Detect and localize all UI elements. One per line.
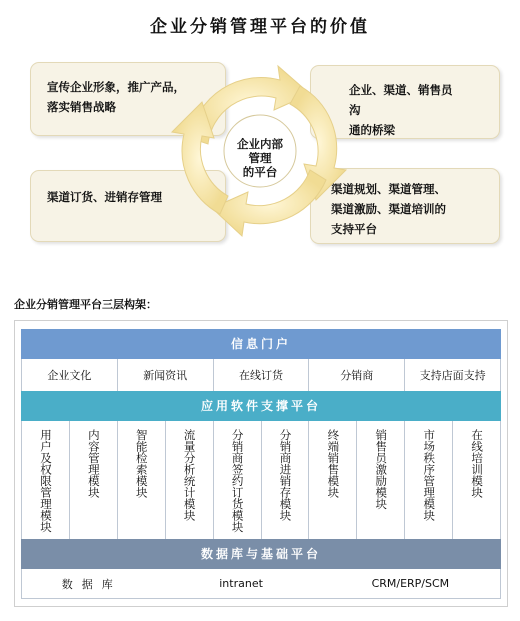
value-text-line: 落实销售战略 [47, 100, 116, 114]
app-module [405, 421, 453, 539]
portal-layer-row [21, 359, 501, 391]
portal-item: 企业文化 [22, 359, 118, 391]
app-module [70, 421, 118, 539]
app-module [357, 421, 405, 539]
value-text-line: 宣传企业形象，推广产品， [47, 80, 185, 94]
app-module [166, 421, 214, 539]
page-title: 企业分销管理平台的价值 [150, 17, 370, 37]
center-line: 企业内部 [237, 137, 283, 151]
value-text-line: 渠道规划、渠道管理、 [331, 182, 446, 196]
center-line: 的平台 [242, 165, 278, 179]
db-item: CRM/ERP/SCM [371, 577, 450, 590]
app-module [453, 421, 500, 539]
app-module [118, 421, 166, 539]
portal-layer-title: 信息门户 [21, 329, 501, 359]
app-module-label: 在线培训模块 [470, 429, 485, 498]
app-module-label: 内容管理模块 [86, 429, 101, 498]
app-module-label: 市场秩序管理模块 [422, 429, 437, 521]
value-text-line: 支持平台 [331, 222, 377, 236]
portal-item: 分销商 [309, 359, 405, 391]
app-module [214, 421, 262, 539]
app-layer-title: 应用软件支撑平台 [21, 391, 501, 421]
db-item: intranet [219, 577, 263, 590]
app-module-label: 分销商进销存模块 [278, 429, 293, 521]
app-module-label: 销售员激励模块 [374, 429, 389, 510]
portal-item: 支持店面支持 [419, 369, 486, 382]
value-text-line: 企业、渠道、销售员沟 [349, 83, 453, 117]
db-item: 数据库 [61, 577, 122, 591]
app-module [309, 421, 357, 539]
app-module-label: 智能检索模块 [134, 429, 149, 498]
app-module [22, 421, 70, 539]
cycle-center-label [228, 137, 292, 179]
cycle-arrow-left [172, 102, 228, 214]
app-module-label: 分销商签约订货模块 [230, 429, 245, 533]
center-line: 管理 [248, 151, 272, 165]
value-text-line: 通的桥梁 [349, 123, 395, 137]
portal-item: 新闻资讯 [118, 359, 214, 391]
app-module [262, 421, 310, 539]
app-modules-row [21, 421, 501, 539]
db-layer-row [21, 569, 501, 599]
architecture-diagram [14, 320, 508, 607]
app-module-label: 流量分析统计模块 [182, 429, 197, 521]
value-text-line: 渠道激励、渠道培训的 [331, 202, 446, 216]
value-text-line: 渠道订货、进销存管理 [47, 190, 162, 204]
app-module-label: 用户及权限管理模块 [38, 429, 53, 533]
app-module-label: 终端销售模块 [326, 429, 341, 498]
portal-item: 在线订货 [214, 359, 310, 391]
db-layer-title: 数据库与基础平台 [21, 539, 501, 569]
architecture-heading: 企业分销管理平台三层构架： [14, 298, 157, 311]
